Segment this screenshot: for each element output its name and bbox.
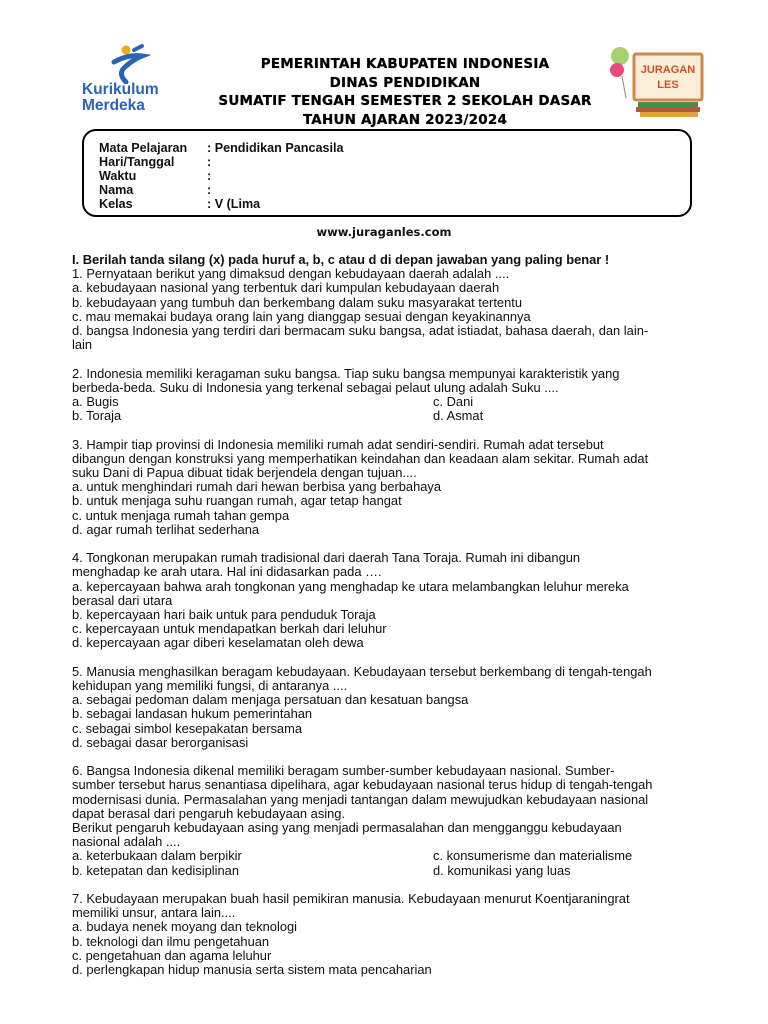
- svg-text:JURAGAN: JURAGAN: [640, 64, 696, 76]
- info-row-time: Waktu :: [99, 169, 212, 183]
- question-text: memiliki unsur, antara lain....: [72, 905, 236, 921]
- option: c. sebagai simbol kesepakatan bersama: [72, 720, 303, 736]
- question-text: dibangun dengan konstruksi yang memperhatikan keindahan dan keadaan alam sekitar. Rumah adat: [72, 450, 649, 466]
- option: b. kepercayaan hari baik untuk para penduduk Toraja: [72, 607, 376, 622]
- info-row-date: Hari/Tanggal :: [99, 155, 212, 169]
- option: c. untuk menjaga rumah tahan gempa: [72, 507, 290, 523]
- question-text: dapat berasal dari pengaruh kebudayaan asing.: [72, 805, 346, 821]
- option-row: [72, 864, 702, 878]
- question-6: [72, 764, 702, 878]
- question-text: 5. Manusia menghasilkan beragam kebudayaan. Kebudayaan tersebut berkembang di tengah-tengah: [72, 663, 652, 679]
- question-text: modernisasi dunia. Permasalahan yang menjadi tantangan dalam mewujudkan kebudayaan nasional: [72, 791, 649, 807]
- option: c. konsumerisme dan materialisme: [433, 848, 633, 864]
- option: a. keterbukaan dalam berpikir: [72, 848, 242, 864]
- option: c. Dani: [433, 394, 474, 410]
- question-text: 6. Bangsa Indonesia dikenal memiliki beragam sumber-sumber kebudayaan nasional. Sumber-: [72, 763, 615, 779]
- option: c. kepercayaan untuk mendapatkan berkah dari leluhur: [72, 621, 387, 637]
- header-line-exam: SUMATIF TENGAH SEMESTER 2 SEKOLAH DASAR: [218, 93, 592, 109]
- question-text: 1. Pernyataan berikut yang dimaksud dengan kebudayaan daerah adalah ....: [72, 266, 510, 282]
- question-list: [72, 253, 702, 977]
- option: c. pengetahuan dan agama leluhur: [72, 947, 272, 963]
- question-4: [72, 551, 702, 650]
- question-text: suku Dani di Papua dibuat tidak berjendela dengan tujuan....: [72, 464, 417, 480]
- option: b. ketepatan dan kedisiplinan: [72, 862, 239, 878]
- question-7: [72, 892, 702, 977]
- header-line-year: TAHUN AJARAN 2023/2024: [302, 111, 508, 128]
- option: d. komunikasi yang luas: [433, 862, 571, 878]
- option: b. sebagai landasan hukum pemerintahan: [72, 706, 313, 722]
- instruction: I. Berilah tanda silang (x) pada huruf a, b, c atau d di depan jawaban yang paling benar !: [72, 252, 610, 267]
- info-row-class: Kelas : V (Lima: [99, 197, 261, 211]
- info-row-subject: Mata Pelajaran : Pendidikan Pancasila: [99, 141, 344, 155]
- option: d. Asmat: [433, 408, 484, 424]
- option: b. kebudayaan yang tumbuh dan berkembang dalam suku masyarakat tertentu: [72, 294, 523, 310]
- option: a. untuk menghindari rumah dari hewan berbisa yang berbahaya: [72, 479, 442, 495]
- option: b. untuk menjaga suhu ruangan rumah, agar tetap hangat: [72, 493, 402, 509]
- option: b. Toraja: [72, 408, 122, 424]
- question-text: Berikut pengaruh kebudayaan asing yang menjadi permasalahan dan mengganggu kebudayaan: [72, 820, 622, 836]
- option: b. teknologi dan ilmu pengetahuan: [72, 933, 270, 949]
- question-text: nasional adalah ....: [72, 834, 181, 850]
- option-row: [72, 849, 702, 863]
- website-url: www.juraganles.com: [316, 225, 452, 239]
- option: c. mau memakai budaya orang lain yang dianggap sesuai dengan keyakinannya: [72, 308, 531, 324]
- question-2: [72, 367, 702, 424]
- option: a. sebagai pedoman dalam menjaga persatuan dan kesatuan bangsa: [72, 692, 469, 708]
- kurikulum-merdeka-emblem-icon: [100, 44, 160, 84]
- logo-left-text: Kurikulum Merdeka: [82, 81, 159, 114]
- question-1: [72, 267, 702, 352]
- header-line-government: PEMERINTAH KABUPATEN INDONESIA: [260, 56, 550, 72]
- option: d. agar rumah terlihat sederhana: [72, 521, 260, 537]
- document-header: [160, 55, 650, 129]
- option: a. kepercayaan bahwa arah tongkonan yang menghadap ke utara melambangkan leluhur mereka: [72, 578, 629, 594]
- question-text: 2. Indonesia memiliki keragaman suku bangsa. Tiap suku bangsa mempunyai karakteristik yang: [72, 365, 620, 381]
- option: d. sebagai dasar berorganisasi: [72, 734, 249, 750]
- header-line-department: DINAS PENDIDIKAN: [329, 74, 481, 91]
- question-3: [72, 438, 702, 537]
- question-text: 4. Tongkonan merupakan rumah tradisional dari daerah Tana Toraja. Rumah ini dibangun: [72, 550, 581, 566]
- option: d. bangsa Indonesia yang terdiri dari bermacam suku bangsa, adat istiadat, bahasa daerah, dan lain-: [72, 323, 649, 339]
- question-text: kehidupan yang memiliki fungsi, di antaranya ....: [72, 678, 348, 693]
- option: d. kepercayaan agar diberi keselamatan oleh dewa: [72, 635, 364, 651]
- info-row-name: Nama :: [99, 183, 212, 197]
- question-text: 7. Kebudayaan merupakan buah hasil pemikiran manusia. Kebudayaan menurut Koentjaraningrat: [72, 890, 630, 906]
- option-row: [72, 395, 702, 409]
- svg-text:LES: LES: [657, 79, 679, 91]
- question-text: berbeda-beda. Suku di Indonesia yang terkenal sebagai pelaut ulung adalah Suku ....: [72, 379, 559, 395]
- question-text: sumber tersebut harus senantiasa dipelihara, agar kebudayaan nasional terus hidup di tengah-tengah: [72, 777, 653, 793]
- option-continued: lain: [72, 337, 93, 353]
- option: a. budaya nenek moyang dan teknologi: [72, 919, 298, 935]
- question-text: menghadap ke arah utara. Hal ini didasarkan pada ….: [72, 564, 382, 580]
- option: a. Bugis: [72, 394, 119, 410]
- question-text: 3. Hampir tiap provinsi di Indonesia memiliki rumah adat sendiri-sendiri. Rumah adat tersebut: [72, 436, 604, 452]
- option: a. kebudayaan nasional yang terbentuk dari kumpulan kebudayaan daerah: [72, 280, 500, 296]
- student-info-box: [82, 129, 692, 217]
- option-continued: berasal dari utara: [72, 592, 173, 608]
- question-5: [72, 665, 702, 750]
- option: d. perlengkapan hidup manusia serta sistem mata pencaharian: [72, 962, 432, 977]
- option-row: [72, 409, 702, 423]
